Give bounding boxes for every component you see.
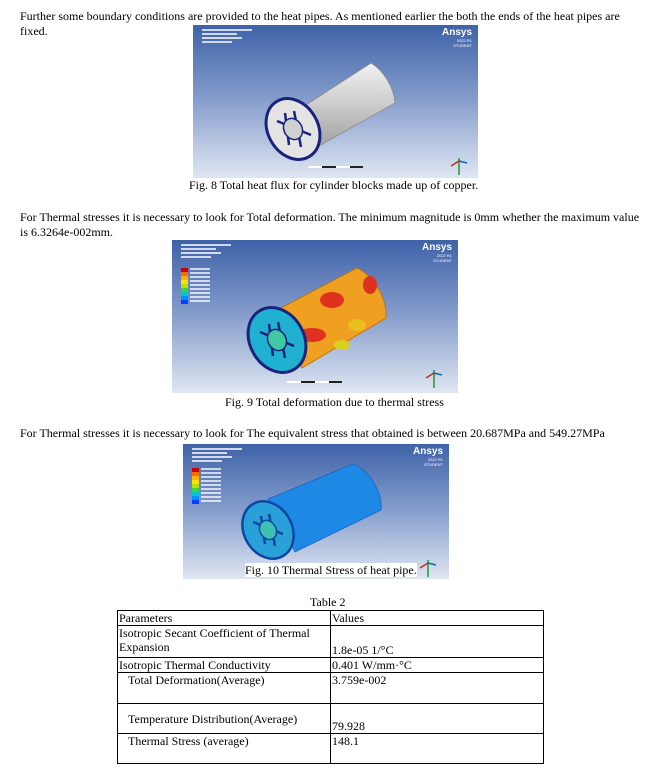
table-cell: 1.8e-05 1/°C	[331, 626, 544, 658]
figure-8-heat-flux	[189, 25, 479, 192]
table-row	[118, 673, 544, 704]
paragraph-equivalent-stress: For Thermal stresses it is necessary to look for The equivalent stress that obtained is between 20.687MPa and 549.27MPa	[20, 426, 605, 440]
paragraph-boundary-conditions: Further some boundary conditions are provided to the heat pipes. As mentioned earlier the both the ends of the heat pipes are fixed.	[20, 9, 620, 38]
figure-8-caption: Fig. 8 Total heat flux for cylinder blocks made up of copper.	[189, 178, 489, 192]
table-row	[118, 734, 544, 764]
table-cell: Isotropic Secant Coefficient of Thermal Expansion	[118, 626, 331, 658]
parameters-table	[117, 610, 544, 764]
table-cell: 0.401 W/mm·°C	[331, 658, 544, 673]
table-header-cell: Values	[331, 611, 544, 626]
cylinder-model	[172, 240, 458, 393]
table-row	[118, 658, 544, 673]
cylinder-model	[183, 444, 449, 579]
table-cell: 3.759e-002	[331, 673, 544, 704]
table-header-cell: Parameters	[118, 611, 331, 626]
table-title: Table 2	[310, 595, 346, 609]
figure-9-total-deformation	[172, 240, 458, 393]
figure-9-caption: Fig. 9 Total deformation due to thermal stress	[225, 395, 444, 409]
table-row	[118, 626, 544, 658]
table-cell: Temperature Distribution(Average)	[118, 704, 331, 734]
figure-10-caption: Fig. 10 Thermal Stress of heat pipe.	[245, 563, 417, 577]
table-header-row	[118, 611, 544, 626]
figure-10-thermal-stress	[183, 444, 449, 579]
table-cell: 79.928	[331, 704, 544, 734]
ansys-logo: Ansys 2022 R1 STUDENT	[421, 242, 452, 263]
table-row	[118, 704, 544, 734]
ansys-logo: Ansys 2022 R1 STUDENT	[441, 27, 472, 48]
cylinder-model	[193, 25, 478, 178]
ansys-logo: Ansys 2022 R1 STUDENT	[412, 446, 443, 467]
table-cell: Thermal Stress (average)	[118, 734, 331, 764]
table-cell: 148.1	[331, 734, 544, 764]
table-cell: Total Deformation(Average)	[118, 673, 331, 704]
table-cell: Isotropic Thermal Conductivity	[118, 658, 331, 673]
paragraph-total-deformation: For Thermal stresses it is necessary to look for Total deformation. The minimum magnitude is 0mm whether the maximum value is 6.3264e-002mm.	[20, 210, 640, 239]
